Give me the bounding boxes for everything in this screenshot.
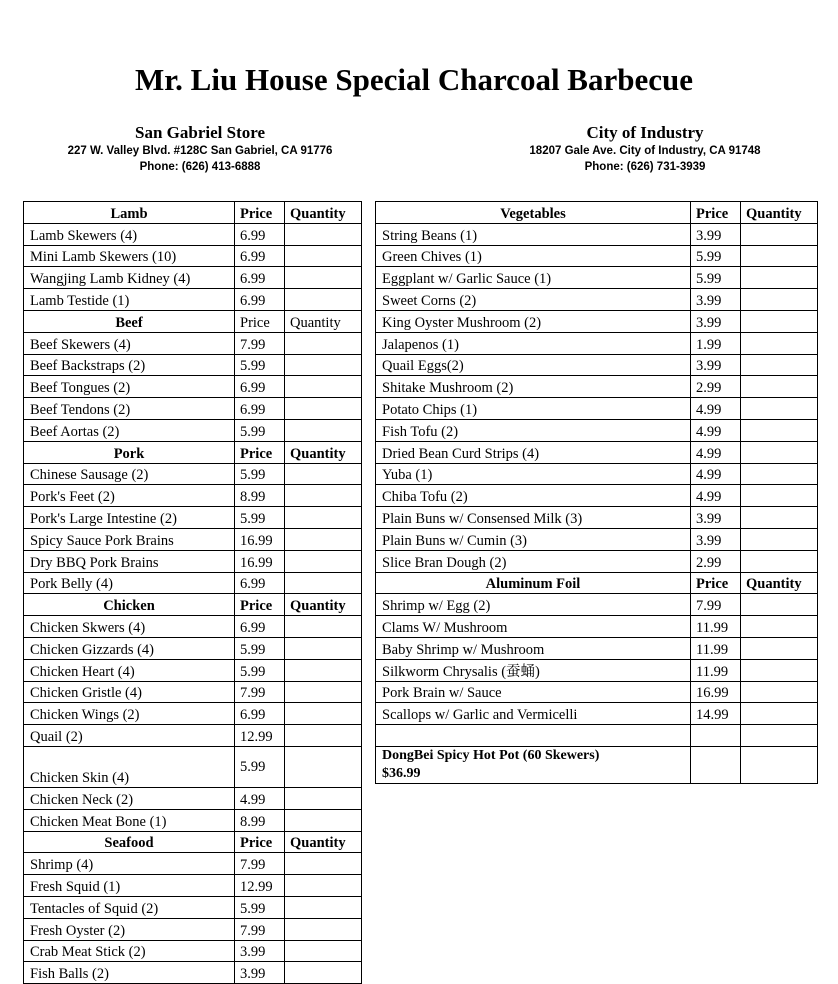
menu-item-row [24,223,362,245]
item-price: 4.99 [691,441,741,463]
quantity-cell[interactable] [741,637,818,659]
menu-item-row [24,681,362,703]
menu-item-row [376,528,818,550]
item-name: Sweet Corns (2) [376,289,691,311]
section-title: Chicken [24,594,235,616]
item-price: 4.99 [691,463,741,485]
item-price: 5.99 [235,507,285,529]
item-name: Beef Skewers (4) [24,332,235,354]
item-name: Baby Shrimp w/ Mushroom [376,637,691,659]
item-name: Fish Balls (2) [24,962,235,984]
menu-item-row [376,245,818,267]
menu-item-row [24,354,362,376]
quantity-cell[interactable] [741,419,818,441]
item-name: Lamb Testide (1) [24,289,235,311]
quantity-cell[interactable] [741,681,818,703]
quantity-cell[interactable] [285,223,362,245]
menu-item-row [24,787,362,809]
quantity-cell[interactable] [285,746,362,787]
item-price: 5.99 [691,245,741,267]
item-name: Scallops w/ Garlic and Vermicelli [376,703,691,725]
item-name: Shitake Mushroom (2) [376,376,691,398]
menu-item-row [24,550,362,572]
quantity-cell[interactable] [285,962,362,984]
menu-item-row [24,637,362,659]
item-price: 7.99 [235,681,285,703]
quantity-cell[interactable] [741,332,818,354]
item-name: Chiba Tofu (2) [376,485,691,507]
item-price: 8.99 [235,485,285,507]
quantity-cell[interactable] [741,659,818,681]
blank-cell [691,725,741,747]
quantity-cell[interactable] [285,659,362,681]
menu-item-row [24,485,362,507]
price-header: Price [235,310,285,332]
item-price: 14.99 [691,703,741,725]
quantity-header: Quantity [741,572,818,594]
price-header: Price [691,202,741,224]
item-name: Quail Eggs(2) [376,354,691,376]
item-name: Yuba (1) [376,463,691,485]
item-name: Dry BBQ Pork Brains [24,550,235,572]
store-phone: Phone: (626) 731-3939 [584,161,706,173]
quantity-cell[interactable] [741,289,818,311]
seafood-section-header [24,831,362,853]
item-name: Fresh Squid (1) [24,875,235,897]
item-price: 3.99 [691,354,741,376]
item-name: Beef Backstraps (2) [24,354,235,376]
quantity-cell[interactable] [741,441,818,463]
item-price: 6.99 [235,223,285,245]
item-price: 16.99 [235,528,285,550]
item-name: Beef Tendons (2) [24,398,235,420]
quantity-cell[interactable] [741,376,818,398]
item-name: Chicken Neck (2) [24,787,235,809]
quantity-cell[interactable] [285,398,362,420]
item-price: 3.99 [691,223,741,245]
menu-item-row [376,594,818,616]
item-name: Fresh Oyster (2) [24,918,235,940]
foil-section-header [376,572,818,594]
menu-item-row [376,616,818,638]
item-name: Shrimp w/ Egg (2) [376,594,691,616]
menu-item-row [376,376,818,398]
quantity-cell[interactable] [285,267,362,289]
quantity-header: Quantity [285,831,362,853]
store-phone: Phone: (626) 413-6888 [139,161,261,173]
quantity-cell[interactable] [285,419,362,441]
quantity-cell[interactable] [285,896,362,918]
blank-row [376,725,818,747]
item-name: Chinese Sausage (2) [24,463,235,485]
item-name: Chicken Skwers (4) [24,616,235,638]
store-info-san-gabriel [40,123,360,175]
menu-item-row [24,245,362,267]
menu-item-row [24,659,362,681]
quantity-cell[interactable] [285,809,362,831]
quantity-cell[interactable] [285,572,362,594]
quantity-cell[interactable] [285,550,362,572]
pork-section-header [24,441,362,463]
menu-item-row [24,463,362,485]
item-price: 4.99 [691,398,741,420]
price-header: Price [235,441,285,463]
item-price: 6.99 [235,398,285,420]
item-name: String Beans (1) [376,223,691,245]
item-price: 6.99 [235,245,285,267]
store-address: 227 W. Valley Blvd. #128C San Gabriel, CA 91776 [67,145,333,157]
item-price: 5.99 [235,463,285,485]
menu-item-row [24,940,362,962]
item-price: 12.99 [235,725,285,747]
menu-item-row [24,267,362,289]
item-name: Beef Aortas (2) [24,419,235,441]
item-price: 5.99 [235,354,285,376]
item-name: Potato Chips (1) [376,398,691,420]
item-price: 16.99 [691,681,741,703]
quantity-cell[interactable] [741,310,818,332]
item-name: Chicken Meat Bone (1) [24,809,235,831]
blank-cell [741,725,818,747]
menu-item-row [24,703,362,725]
item-name: Quail (2) [24,725,235,747]
item-name: Lamb Skewers (4) [24,223,235,245]
blank-cell [376,725,691,747]
vegetables-section-header [376,202,818,224]
item-name: Jalapenos (1) [376,332,691,354]
item-name: Chicken Skin (4) [24,746,235,787]
item-name: Crab Meat Stick (2) [24,940,235,962]
item-price: 7.99 [691,594,741,616]
lamb-section-header [24,202,362,224]
item-price: 5.99 [235,896,285,918]
item-name: Spicy Sauce Pork Brains [24,528,235,550]
quantity-cell[interactable] [741,398,818,420]
quantity-cell[interactable] [741,245,818,267]
quantity-cell[interactable] [741,267,818,289]
item-name: Tentacles of Squid (2) [24,896,235,918]
hotpot-name: DongBei Spicy Hot Pot (60 Skewers) [382,747,600,763]
menu-item-row [376,441,818,463]
menu-item-row [24,289,362,311]
menu-item-row [376,681,818,703]
menu-table-right [375,201,818,784]
item-name: Silkworm Chrysalis (蚕蛹) [376,659,691,681]
item-price: 11.99 [691,659,741,681]
item-name: Pork Belly (4) [24,572,235,594]
item-name: King Oyster Mushroom (2) [376,310,691,332]
menu-table-left [23,201,362,984]
item-price: 3.99 [691,310,741,332]
price-header: Price [235,831,285,853]
menu-item-row [376,485,818,507]
section-title: Aluminum Foil [376,572,691,594]
quantity-cell[interactable] [285,463,362,485]
item-price: 6.99 [235,267,285,289]
quantity-cell[interactable] [741,616,818,638]
item-name: Beef Tongues (2) [24,376,235,398]
item-name: Clams W/ Mushroom [376,616,691,638]
item-name: Shrimp (4) [24,853,235,875]
item-price: 6.99 [235,703,285,725]
item-price: 6.99 [235,616,285,638]
quantity-cell[interactable] [741,485,818,507]
menu-item-row [24,398,362,420]
menu-item-row [376,463,818,485]
quantity-cell[interactable] [285,918,362,940]
item-price: 7.99 [235,918,285,940]
quantity-cell[interactable] [741,594,818,616]
item-price: 7.99 [235,853,285,875]
store-info-city-of-industry [485,123,805,175]
item-price: 3.99 [691,507,741,529]
store-name: City of Industry [586,123,704,142]
item-name: Slice Bran Dough (2) [376,550,691,572]
menu-item-row [376,332,818,354]
item-name: Mini Lamb Skewers (10) [24,245,235,267]
price-header: Price [235,594,285,616]
item-price: 5.99 [235,659,285,681]
quantity-cell[interactable] [741,550,818,572]
quantity-cell[interactable] [741,746,818,783]
store-address: 18207 Gale Ave. City of Industry, CA 91748 [529,145,761,157]
menu-item-row [24,376,362,398]
menu-item-row [376,419,818,441]
chicken-section-header [24,594,362,616]
menu-item-row [376,703,818,725]
item-name: Chicken Gristle (4) [24,681,235,703]
item-price: 1.99 [691,332,741,354]
menu-item-row [376,223,818,245]
item-price: 3.99 [691,289,741,311]
menu-item-row [24,572,362,594]
quantity-cell[interactable] [285,703,362,725]
menu-item-row [376,659,818,681]
menu-item-row [24,746,362,787]
price-header: Price [235,202,285,224]
quantity-cell[interactable] [741,223,818,245]
quantity-cell[interactable] [285,853,362,875]
menu-item-row [24,507,362,529]
item-price: 3.99 [235,962,285,984]
menu-item-row [376,289,818,311]
quantity-cell[interactable] [741,703,818,725]
quantity-cell[interactable] [285,376,362,398]
price-header: Price [691,572,741,594]
menu-item-row [376,550,818,572]
item-price: 6.99 [235,572,285,594]
item-price: 11.99 [691,637,741,659]
quantity-cell[interactable] [285,725,362,747]
menu-item-row [376,267,818,289]
section-title: Pork [24,441,235,463]
section-title: Seafood [24,831,235,853]
store-name: San Gabriel Store [134,123,266,142]
item-name: Pork's Large Intestine (2) [24,507,235,529]
item-price: 2.99 [691,376,741,398]
section-title: Beef [24,310,235,332]
menu-item-row [376,398,818,420]
quantity-cell[interactable] [741,528,818,550]
quantity-cell[interactable] [285,940,362,962]
item-price: 3.99 [235,940,285,962]
quantity-cell[interactable] [285,875,362,897]
menu-item-row [24,896,362,918]
hotpot-price: $36.99 [382,765,421,781]
quantity-header: Quantity [285,441,362,463]
menu-item-row [376,310,818,332]
item-name: Chicken Heart (4) [24,659,235,681]
menu-item-row [24,918,362,940]
menu-item-row [24,809,362,831]
quantity-cell[interactable] [285,616,362,638]
menu-item-row [24,616,362,638]
item-name: Chicken Gizzards (4) [24,637,235,659]
hotpot-price-cell [691,746,741,783]
quantity-cell[interactable] [285,485,362,507]
item-price: 11.99 [691,616,741,638]
item-name: Plain Buns w/ Consensed Milk (3) [376,507,691,529]
quantity-header: Quantity [285,202,362,224]
quantity-cell[interactable] [285,245,362,267]
item-name: Pork's Feet (2) [24,485,235,507]
quantity-cell[interactable] [741,507,818,529]
item-price: 4.99 [235,787,285,809]
item-name: Wangjing Lamb Kidney (4) [24,267,235,289]
quantity-cell[interactable] [285,289,362,311]
section-title: Lamb [24,202,235,224]
menu-item-row [24,853,362,875]
menu-item-row [24,962,362,984]
menu-item-row [376,637,818,659]
item-price: 8.99 [235,809,285,831]
item-name: Chicken Wings (2) [24,703,235,725]
quantity-cell[interactable] [285,787,362,809]
item-price: 12.99 [235,875,285,897]
item-price: 5.99 [235,419,285,441]
menu-item-row [24,528,362,550]
quantity-cell[interactable] [285,332,362,354]
item-price: 6.99 [235,289,285,311]
menu-item-row [376,354,818,376]
quantity-cell[interactable] [741,463,818,485]
quantity-cell[interactable] [285,507,362,529]
item-price: 6.99 [235,376,285,398]
beef-section-header [24,310,362,332]
item-price: 16.99 [235,550,285,572]
quantity-cell[interactable] [285,528,362,550]
quantity-cell[interactable] [285,354,362,376]
menu-item-row [24,419,362,441]
quantity-cell[interactable] [285,681,362,703]
menu-item-row [24,332,362,354]
item-name: Plain Buns w/ Cumin (3) [376,528,691,550]
item-name: Pork Brain w/ Sauce [376,681,691,703]
item-price: 5.99 [691,267,741,289]
menu-item-row [376,507,818,529]
hotpot-cell [376,746,691,783]
item-name: Green Chives (1) [376,245,691,267]
hotpot-row [376,746,818,783]
item-price: 4.99 [691,419,741,441]
quantity-cell[interactable] [285,637,362,659]
item-name: Fish Tofu (2) [376,419,691,441]
quantity-header: Quantity [285,594,362,616]
item-price: 3.99 [691,528,741,550]
menu-title: Mr. Liu House Special Charcoal Barbecue [135,62,693,97]
item-price: 2.99 [691,550,741,572]
item-price: 4.99 [691,485,741,507]
item-name: Eggplant w/ Garlic Sauce (1) [376,267,691,289]
section-title: Vegetables [376,202,691,224]
item-name: Dried Bean Curd Strips (4) [376,441,691,463]
menu-item-row [24,875,362,897]
item-price: 7.99 [235,332,285,354]
quantity-header: Quantity [741,202,818,224]
quantity-cell[interactable] [741,354,818,376]
item-price: 5.99 [235,746,285,787]
item-price: 5.99 [235,637,285,659]
menu-item-row [24,725,362,747]
quantity-header: Quantity [285,310,362,332]
